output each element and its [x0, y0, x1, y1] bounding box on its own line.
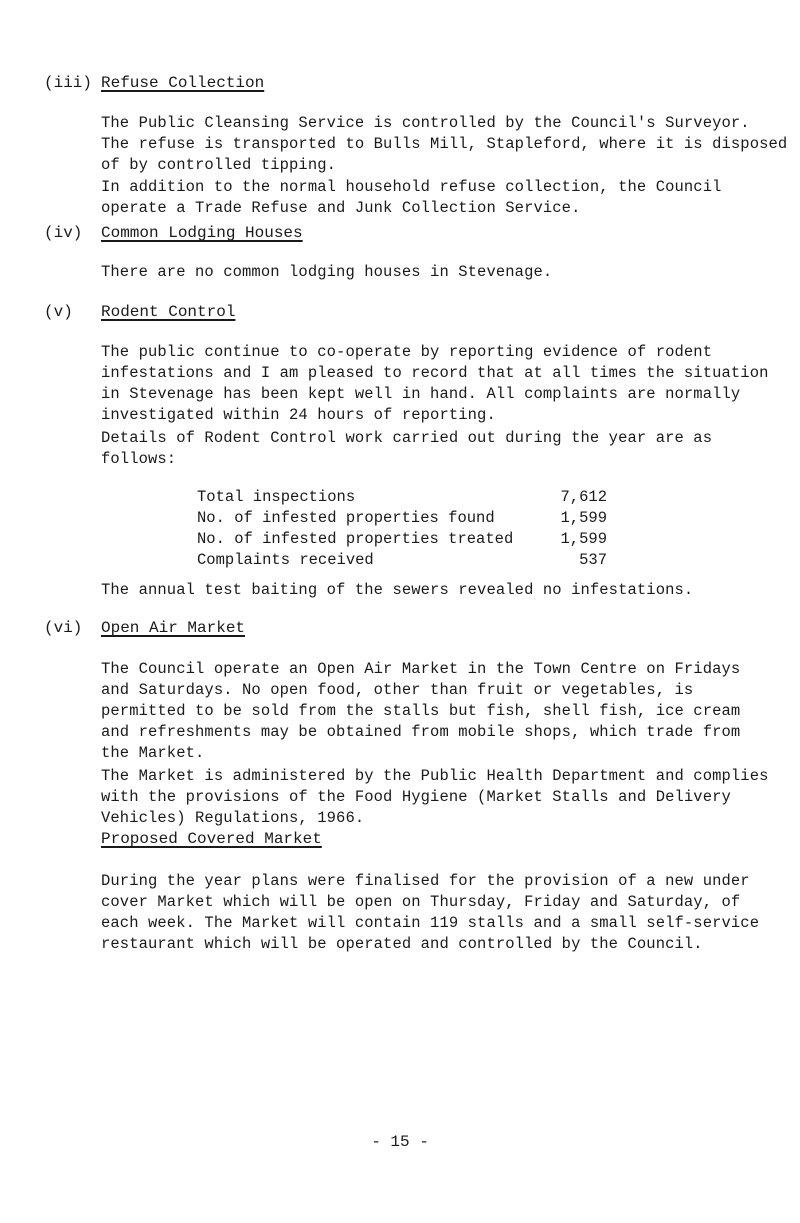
- text-line: operate a Trade Refuse and Junk Collection Service.: [101, 199, 581, 217]
- text-line: of by controlled tipping.: [101, 156, 337, 174]
- stat-value: 1,599: [560, 509, 607, 527]
- paragraph-lodging-1: [101, 262, 781, 283]
- text-line: There are no common lodging houses in Stevenage.: [101, 263, 553, 281]
- stat-label: No. of infested properties treated: [197, 530, 514, 548]
- paragraph-covered-1: [101, 871, 781, 955]
- section-number-lodging: (iv): [44, 224, 83, 242]
- text-line: The public continue to co-operate by reporting evidence of rodent: [101, 343, 713, 361]
- text-line: in Stevenage has been kept well in hand. All complaints are normally: [101, 385, 741, 403]
- text-line: investigated within 24 hours of reporting.: [101, 406, 496, 424]
- paragraph-refuse-1: [101, 113, 788, 176]
- heading-common-lodging-houses: Common Lodging Houses: [101, 224, 303, 242]
- stat-label: No. of infested properties found: [197, 509, 495, 527]
- heading-open-air-market: Open Air Market: [101, 619, 246, 637]
- paragraph-rodent-2: [101, 428, 781, 470]
- text-line: and refreshments may be obtained from mobile shops, which trade from: [101, 723, 741, 741]
- stat-label: Total inspections: [197, 488, 356, 506]
- stat-value: 7,612: [560, 488, 607, 506]
- text-line: permitted to be sold from the stalls but fish, shell fish, ice cream: [101, 702, 741, 720]
- text-line: follows:: [101, 450, 177, 468]
- stat-label: Complaints received: [197, 551, 374, 569]
- stat-row: [197, 529, 607, 550]
- heading-rodent-control: Rodent Control: [101, 303, 236, 321]
- section-number-market: (vi): [44, 619, 83, 637]
- text-line: The refuse is transported to Bulls Mill, Stapleford, where it is disposed: [101, 135, 788, 153]
- paragraph-refuse-2: [101, 177, 781, 219]
- text-line: infestations and I am pleased to record that at all times the situation: [101, 364, 769, 382]
- text-line: The annual test baiting of the sewers revealed no infestations.: [101, 581, 694, 599]
- stat-row: [197, 508, 607, 529]
- paragraph-market-2: [101, 766, 781, 829]
- text-line: In addition to the normal household refuse collection, the Council: [101, 178, 722, 196]
- text-line: restaurant which will be operated and controlled by the Council.: [101, 935, 703, 953]
- paragraph-rodent-1: [101, 342, 781, 426]
- section-number-refuse: (iii): [44, 74, 93, 92]
- stat-value: 1,599: [560, 530, 607, 548]
- text-line: Details of Rodent Control work carried out during the year are as: [101, 429, 713, 447]
- text-line: the Market.: [101, 744, 205, 762]
- text-line: cover Market which will be open on Thursday, Friday and Saturday, of: [101, 893, 741, 911]
- text-line: Vehicles) Regulations, 1966.: [101, 809, 365, 827]
- text-line: During the year plans were finalised for the provision of a new under: [101, 872, 750, 890]
- heading-refuse-collection: Refuse Collection: [101, 74, 265, 92]
- text-line: The Public Cleansing Service is controlled by the Council's Surveyor.: [101, 114, 750, 132]
- stat-row: [197, 487, 607, 508]
- rodent-stats-table: [197, 487, 607, 571]
- text-line: each week. The Market will contain 119 stalls and a small self-service: [101, 914, 760, 932]
- paragraph-market-1: [101, 659, 781, 764]
- page-number: - 15 -: [371, 1133, 429, 1151]
- text-line: The Council operate an Open Air Market in the Town Centre on Fridays: [101, 660, 741, 678]
- section-number-rodent: (v): [44, 303, 73, 321]
- text-line: with the provisions of the Food Hygiene (Market Stalls and Delivery: [101, 788, 731, 806]
- stat-value: 537: [579, 551, 607, 569]
- heading-proposed-covered-market: Proposed Covered Market: [101, 830, 322, 848]
- text-line: and Saturdays. No open food, other than fruit or vegetables, is: [101, 681, 694, 699]
- paragraph-rodent-3: [101, 580, 781, 601]
- stat-row: [197, 550, 607, 571]
- text-line: The Market is administered by the Public Health Department and complies: [101, 767, 769, 785]
